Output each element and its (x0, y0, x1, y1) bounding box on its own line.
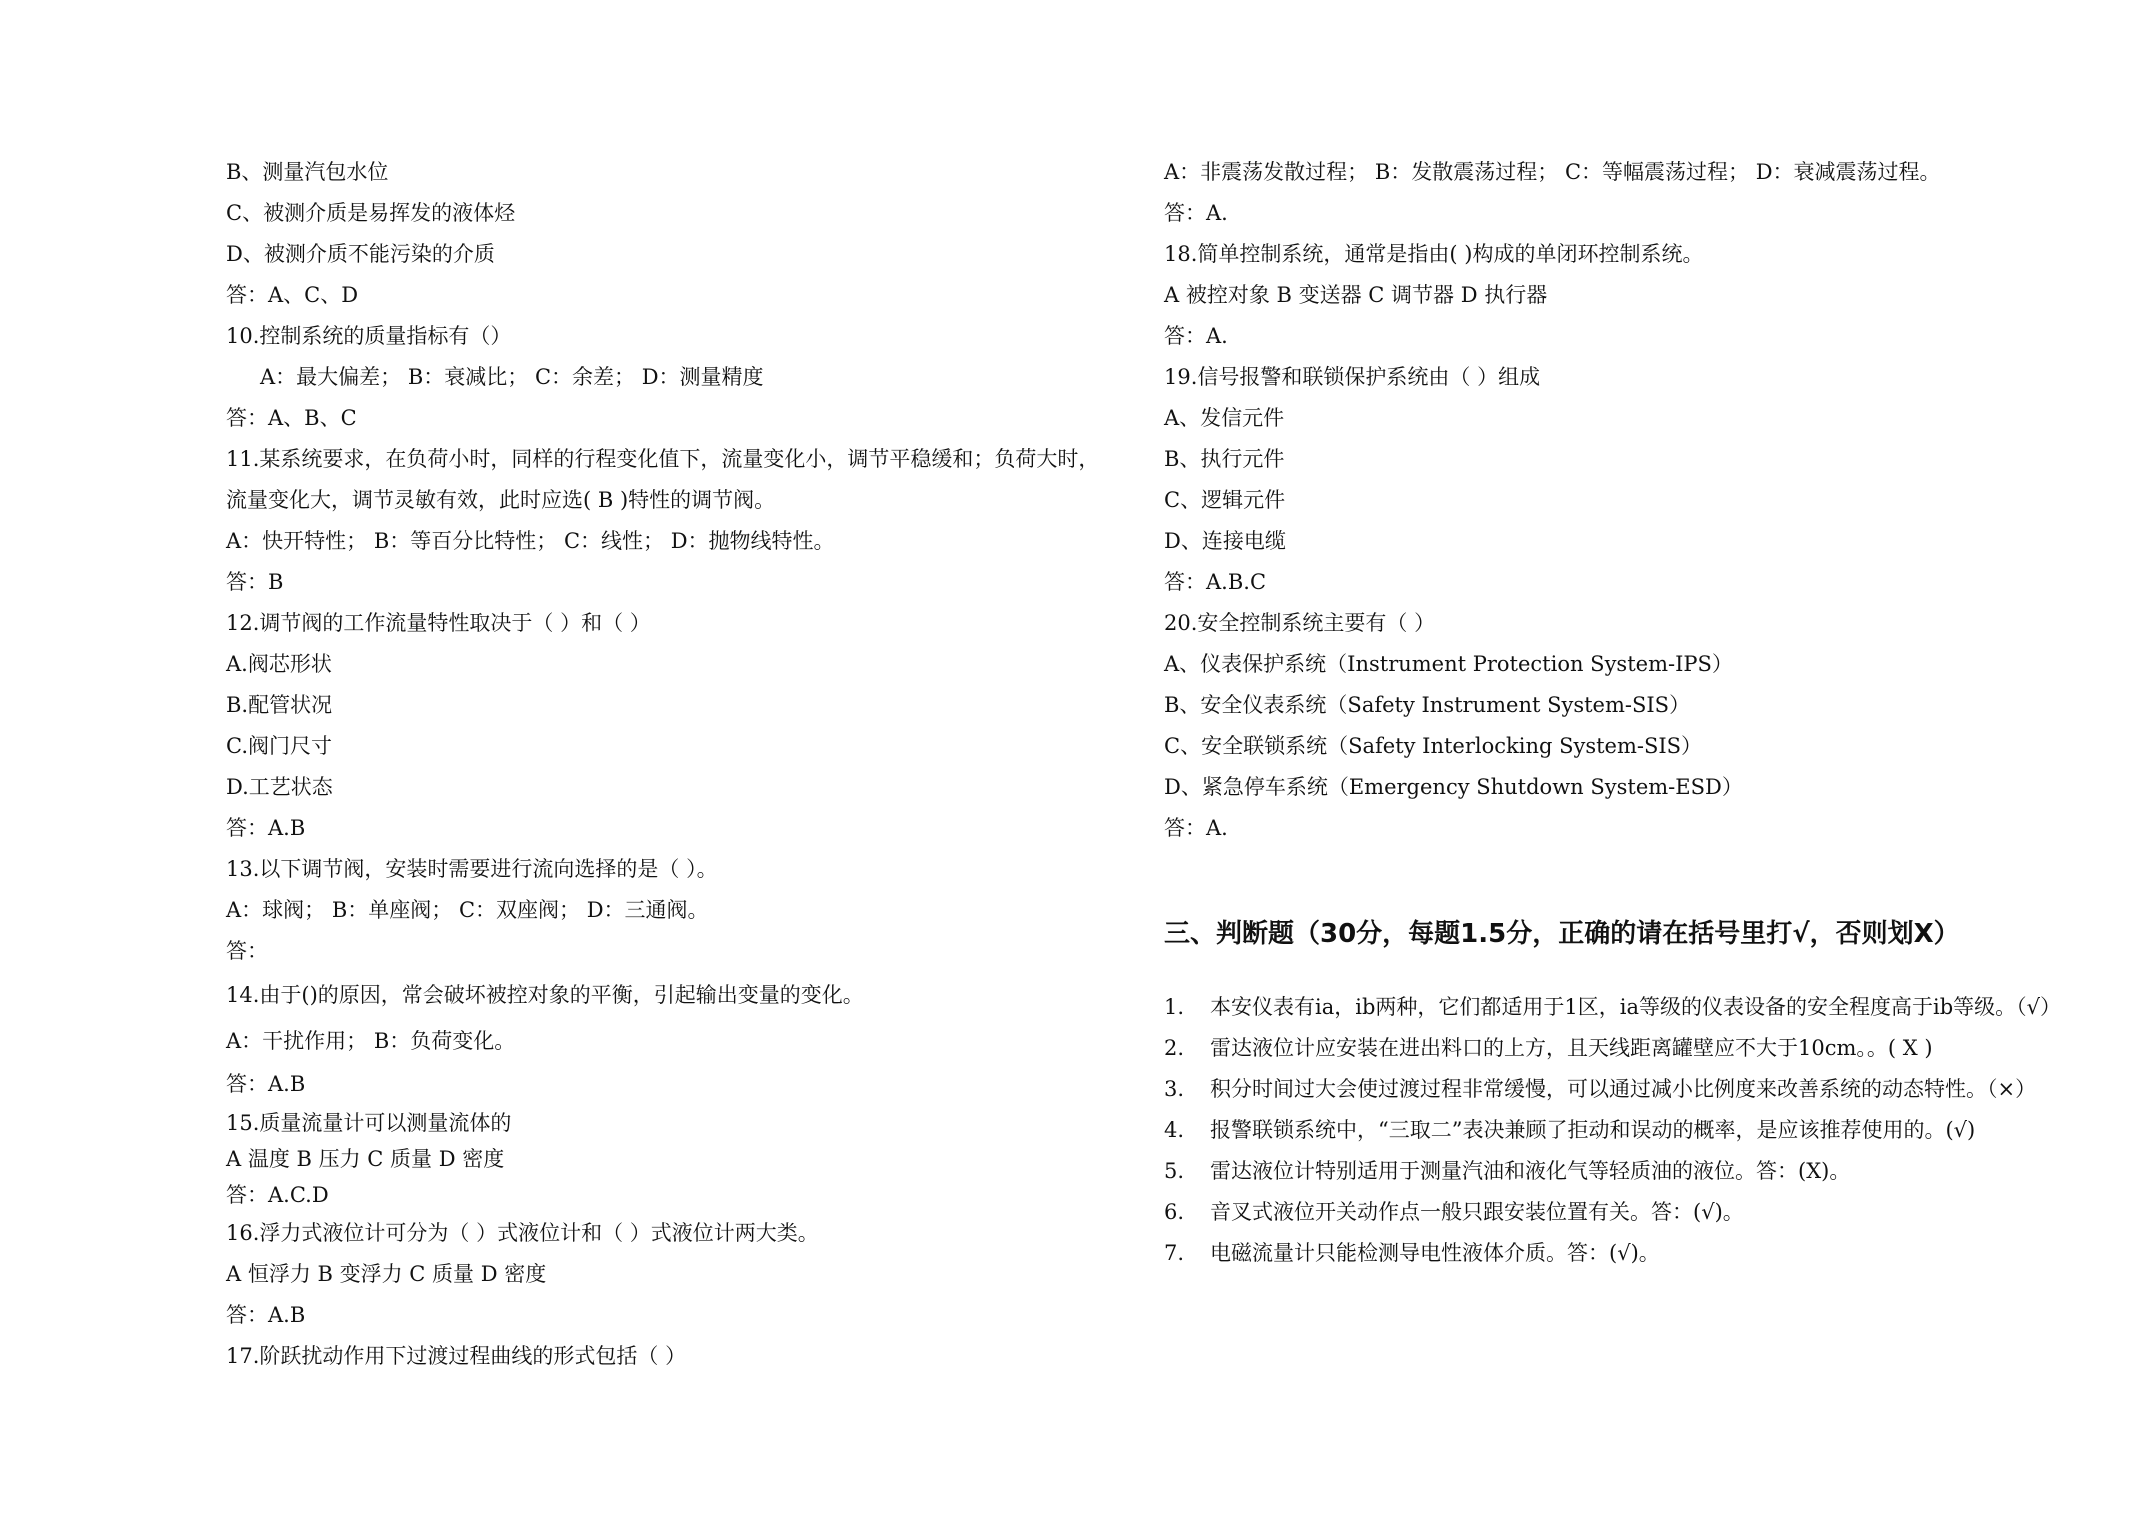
answer-line: 答：A. (1164, 324, 1228, 348)
answer-line: 答：B (226, 570, 284, 594)
answer-line: 答：A、B、C (226, 406, 357, 430)
question-11-cont: 流量变化大，调节灵敏有效，此时应选( B )特性的调节阀。 (226, 488, 776, 512)
question-20: 20.安全控制系统主要有（ ） (1164, 611, 1436, 635)
judge-item (1164, 1151, 2084, 1192)
option-line: D、紧急停车系统（Emergency Shutdown System-ESD） (1164, 775, 1743, 799)
answer-line: 答：A、C、D (226, 283, 359, 307)
question-15: 15.质量流量计可以测量流体的 (226, 1111, 512, 1135)
judge-item-text: 本安仪表有ia，ib两种，它们都适用于1区，ia等级的仪表设备的安全程度高于ib等级。（√） (1210, 995, 2062, 1019)
options-line: A：干扰作用； B：负荷变化。 (226, 1029, 516, 1053)
answer-line: 答： (226, 939, 268, 963)
question-18: 18.简单控制系统，通常是指由( )构成的单闭环控制系统。 (1164, 242, 1704, 266)
judge-item (1164, 1110, 2084, 1151)
options-line: A：快开特性； B：等百分比特性； C：线性； D：抛物线特性。 (226, 529, 835, 553)
options-line: A：球阀； B：单座阀； C：双座阀； D：三通阀。 (226, 898, 709, 922)
judge-item (1164, 987, 2084, 1028)
section-title: 三、判断题（30分，每题1.5分，正确的请在括号里打√，否则划X） (1164, 919, 1960, 949)
text-line: C、被测介质是易挥发的液体烃 (226, 201, 516, 225)
judge-item-text: 雷达液位计特别适用于测量汽油和液化气等轻质油的液位。答：(X)。 (1210, 1159, 1851, 1183)
question-19: 19.信号报警和联锁保护系统由（ ）组成 (1164, 365, 1541, 389)
option-line: B、安全仪表系统（Safety Instrument System-SIS） (1164, 693, 1691, 717)
question-13: 13.以下调节阀，安装时需要进行流向选择的是（ ）。 (226, 857, 718, 881)
option-line: D.工艺状态 (226, 775, 333, 799)
question-10: 10.控制系统的质量指标有（） (226, 324, 512, 348)
right-column (1164, 152, 2084, 1274)
option-line: D、连接电缆 (1164, 529, 1286, 553)
judge-item (1164, 1069, 2084, 1110)
answer-line: 答：A.B (226, 1072, 306, 1096)
options-line: A 被控对象 B 变送器 C 调节器 D 执行器 (1164, 283, 1548, 307)
question-11: 11.某系统要求，在负荷小时，同样的行程变化值下，流量变化小，调节平稳缓和；负荷大时， (226, 447, 1100, 471)
option-line: A、仪表保护系统（Instrument Protection System-IPS） (1164, 652, 1733, 676)
answer-line: 答：A.B (226, 816, 306, 840)
judge-item-number: 4. (1164, 1118, 1185, 1142)
judge-item-number: 3. (1164, 1077, 1185, 1101)
question-16: 16.浮力式液位计可分为（ ）式液位计和（ ）式液位计两大类。 (226, 1221, 819, 1245)
question-12: 12.调节阀的工作流量特性取决于（ ）和（ ） (226, 611, 651, 635)
left-column (226, 152, 1126, 1377)
judge-item (1164, 1192, 2084, 1233)
judge-item-text: 报警联锁系统中，“三取二”表决兼顾了拒动和误动的概率，是应该推荐使用的。(√) (1210, 1118, 1976, 1142)
text-line: B、测量汽包水位 (226, 160, 389, 184)
options-line: A 温度 B 压力 C 质量 D 密度 (226, 1147, 505, 1171)
option-line: B.配管状况 (226, 693, 333, 717)
options-line: A 恒浮力 B 变浮力 C 质量 D 密度 (226, 1262, 547, 1286)
judge-item-number: 7. (1164, 1241, 1185, 1265)
option-line: A、发信元件 (1164, 406, 1285, 430)
option-line: C.阀门尺寸 (226, 734, 332, 758)
answer-line: 答：A. (1164, 201, 1228, 225)
judge-item-text: 积分时间过大会使过渡过程非常缓慢，可以通过减小比例度来改善系统的动态特性。（×） (1210, 1077, 2037, 1101)
answer-line: 答：A. (1164, 816, 1228, 840)
judge-item-number: 5. (1164, 1159, 1185, 1183)
judge-item-text: 雷达液位计应安装在进出料口的上方，且天线距离罐壁应不大于10cm。。( X ) (1210, 1036, 1933, 1060)
options-line: A：非震荡发散过程； B：发散震荡过程； C：等幅震荡过程； D：衰减震荡过程。 (1164, 160, 1941, 184)
option-line: B、执行元件 (1164, 447, 1285, 471)
judge-item-text: 音叉式液位开关动作点一般只跟安装位置有关。答：(√)。 (1210, 1200, 1744, 1224)
judge-item-text: 电磁流量计只能检测导电性液体介质。答：(√)。 (1210, 1241, 1660, 1265)
question-17: 17.阶跃扰动作用下过渡过程曲线的形式包括（ ） (226, 1344, 687, 1368)
judge-item-number: 1. (1164, 995, 1185, 1019)
judge-item (1164, 1028, 2084, 1069)
option-line: A.阀芯形状 (226, 652, 332, 676)
judge-item-number: 6. (1164, 1200, 1185, 1224)
option-line: C、逻辑元件 (1164, 488, 1286, 512)
answer-line: 答：A.B.C (1164, 570, 1267, 594)
question-14: 14.由于()的原因，常会破坏被控对象的平衡，引起输出变量的变化。 (226, 983, 864, 1007)
option-line: C、安全联锁系统（Safety Interlocking System-SIS） (1164, 734, 1703, 758)
answer-line: 答：A.C.D (226, 1183, 329, 1207)
judge-item (1164, 1233, 2084, 1274)
options-line: A：最大偏差； B：衰减比； C：余差； D：测量精度 (260, 365, 764, 389)
text-line: D、被测介质不能污染的介质 (226, 242, 495, 266)
judge-item-number: 2. (1164, 1036, 1185, 1060)
answer-line: 答：A.B (226, 1303, 306, 1327)
